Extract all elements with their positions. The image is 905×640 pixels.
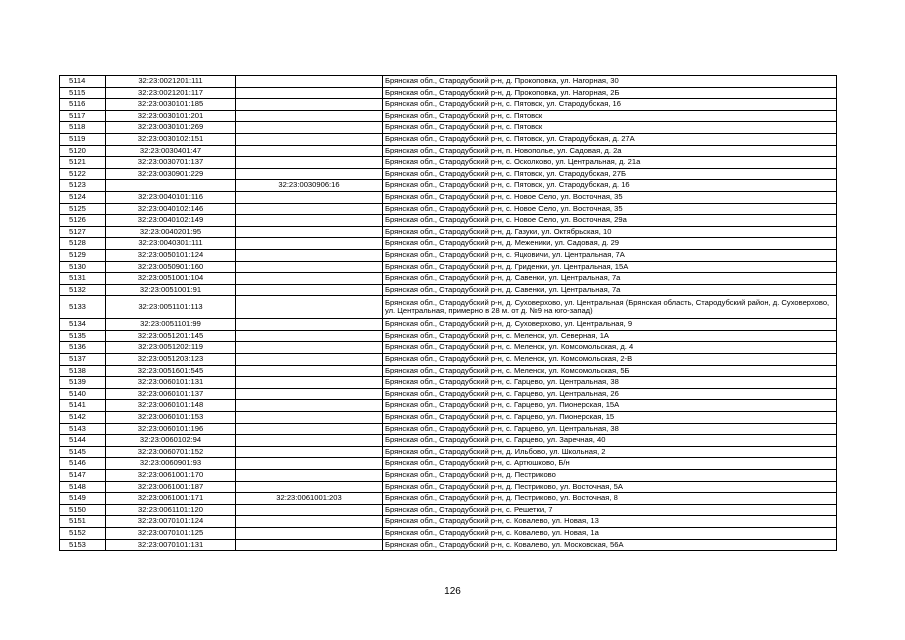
cadastral-number-cell: 32:23:0070101:125: [106, 527, 236, 539]
address-cell: Брянская обл., Стародубский р-н, п. Новополье, ул. Садовая, д. 2а: [383, 145, 837, 157]
row-number-cell: 5127: [60, 226, 106, 238]
row-number-cell: 5124: [60, 191, 106, 203]
linked-cadastral-number-cell: [236, 539, 383, 551]
row-number-cell: 5114: [60, 76, 106, 88]
cadastral-number-cell: 32:23:0030901:229: [106, 168, 236, 180]
linked-cadastral-number-cell: [236, 122, 383, 134]
address-cell: Брянская обл., Стародубский р-н, с. Гарцево, ул. Пионерская, 15А: [383, 400, 837, 412]
row-number-cell: 5134: [60, 319, 106, 331]
row-number-cell: 5147: [60, 470, 106, 482]
address-cell: Брянская обл., Стародубский р-н, с. Пятовск, ул. Стародубская, 16: [383, 99, 837, 111]
address-cell: Брянская обл., Стародубский р-н, с. Новое Село, ул. Восточная, 35: [383, 191, 837, 203]
address-cell: Брянская обл., Стародубский р-н, д. Савенки, ул. Центральная, 7а: [383, 284, 837, 296]
property-registry-table: [59, 75, 837, 551]
cadastral-number-cell: 32:23:0030401:47: [106, 145, 236, 157]
table-row: [60, 203, 837, 215]
address-cell: Брянская обл., Стародубский р-н, с. Ковалево, ул. Московская, 56А: [383, 539, 837, 551]
table-row: [60, 527, 837, 539]
address-cell: Брянская обл., Стародубский р-н, с. Гарцево, ул. Центральная, 26: [383, 388, 837, 400]
row-number-cell: 5137: [60, 354, 106, 366]
table-row: [60, 273, 837, 285]
registry-table-body: [60, 76, 837, 551]
row-number-cell: 5125: [60, 203, 106, 215]
linked-cadastral-number-cell: [236, 284, 383, 296]
cadastral-number-cell: 32:23:0061001:187: [106, 481, 236, 493]
linked-cadastral-number-cell: [236, 296, 383, 319]
linked-cadastral-number-cell: [236, 446, 383, 458]
linked-cadastral-number-cell: [236, 516, 383, 528]
table-row: [60, 365, 837, 377]
linked-cadastral-number-cell: [236, 99, 383, 111]
table-row: [60, 122, 837, 134]
row-number-cell: 5120: [60, 145, 106, 157]
row-number-cell: 5118: [60, 122, 106, 134]
linked-cadastral-number-cell: [236, 110, 383, 122]
linked-cadastral-number-cell: [236, 203, 383, 215]
cadastral-number-cell: 32:23:0060101:148: [106, 400, 236, 412]
linked-cadastral-number-cell: [236, 365, 383, 377]
cadastral-number-cell: 32:23:0051203:123: [106, 354, 236, 366]
cadastral-number-cell: 32:23:0051101:113: [106, 296, 236, 319]
cadastral-number-cell: 32:23:0051001:104: [106, 273, 236, 285]
cadastral-number-cell: 32:23:0040101:116: [106, 191, 236, 203]
linked-cadastral-number-cell: [236, 133, 383, 145]
linked-cadastral-number-cell: [236, 261, 383, 273]
address-cell: Брянская обл., Стародубский р-н, с. Пятовск, ул. Стародубская, д. 27А: [383, 133, 837, 145]
cadastral-number-cell: 32:23:0021201:111: [106, 76, 236, 88]
address-cell: Брянская обл., Стародубский р-н, с. Ковалево, ул. Новая, 13: [383, 516, 837, 528]
address-cell: Брянская обл., Стародубский р-н, с. Решетки, 7: [383, 504, 837, 516]
cadastral-number-cell: [106, 180, 236, 192]
table-row: [60, 400, 837, 412]
table-row: [60, 226, 837, 238]
linked-cadastral-number-cell: [236, 435, 383, 447]
cadastral-number-cell: 32:23:0060101:131: [106, 377, 236, 389]
linked-cadastral-number-cell: 32:23:0061001:203: [236, 493, 383, 505]
cadastral-number-cell: 32:23:0051001:91: [106, 284, 236, 296]
table-row: [60, 412, 837, 424]
table-row: [60, 493, 837, 505]
table-row: [60, 377, 837, 389]
row-number-cell: 5133: [60, 296, 106, 319]
linked-cadastral-number-cell: [236, 226, 383, 238]
row-number-cell: 5153: [60, 539, 106, 551]
row-number-cell: 5140: [60, 388, 106, 400]
cadastral-number-cell: 32:23:0060101:137: [106, 388, 236, 400]
cadastral-number-cell: 32:23:0070101:124: [106, 516, 236, 528]
cadastral-number-cell: 32:23:0060101:153: [106, 412, 236, 424]
table-row: [60, 481, 837, 493]
address-cell: Брянская обл., Стародубский р-н, д. Суховерхово, ул. Центральная (Брянская область, Стародубский район, д. Суховерхово, ул. Центральная, примерно в 28 м. от д. №9 на юго-запад): [383, 296, 837, 319]
address-cell: Брянская обл., Стародубский р-н, с. Меленск, ул. Северная, 1А: [383, 330, 837, 342]
row-number-cell: 5146: [60, 458, 106, 470]
table-row: [60, 157, 837, 169]
row-number-cell: 5149: [60, 493, 106, 505]
address-cell: Брянская обл., Стародубский р-н, с. Гарцево, ул. Центральная, 38: [383, 423, 837, 435]
linked-cadastral-number-cell: [236, 157, 383, 169]
cadastral-number-cell: 32:23:0030102:151: [106, 133, 236, 145]
address-cell: Брянская обл., Стародубский р-н, с. Пятовск: [383, 110, 837, 122]
row-number-cell: 5117: [60, 110, 106, 122]
row-number-cell: 5144: [60, 435, 106, 447]
table-row: [60, 330, 837, 342]
address-cell: Брянская обл., Стародубский р-н, с. Пятовск, ул. Стародубская, д. 16: [383, 180, 837, 192]
table-row: [60, 458, 837, 470]
table-row: [60, 110, 837, 122]
row-number-cell: 5121: [60, 157, 106, 169]
address-cell: Брянская обл., Стародубский р-н, д. Прокоповка, ул. Нагорная, 30: [383, 76, 837, 88]
linked-cadastral-number-cell: [236, 377, 383, 389]
address-cell: Брянская обл., Стародубский р-н, д. Прокоповка, ул. Нагорная, 2Б: [383, 87, 837, 99]
linked-cadastral-number-cell: [236, 191, 383, 203]
cadastral-number-cell: 32:23:0050901:160: [106, 261, 236, 273]
linked-cadastral-number-cell: [236, 470, 383, 482]
cadastral-number-cell: 32:23:0030101:185: [106, 99, 236, 111]
linked-cadastral-number-cell: [236, 273, 383, 285]
table-row: [60, 249, 837, 261]
address-cell: Брянская обл., Стародубский р-н, д. Пестриково: [383, 470, 837, 482]
linked-cadastral-number-cell: [236, 527, 383, 539]
table-row: [60, 87, 837, 99]
address-cell: Брянская обл., Стародубский р-н, с. Новое Село, ул. Восточная, 35: [383, 203, 837, 215]
linked-cadastral-number-cell: [236, 76, 383, 88]
table-row: [60, 76, 837, 88]
cadastral-number-cell: 32:23:0051101:99: [106, 319, 236, 331]
linked-cadastral-number-cell: [236, 330, 383, 342]
row-number-cell: 5135: [60, 330, 106, 342]
linked-cadastral-number-cell: [236, 87, 383, 99]
page-number: 126: [444, 586, 461, 597]
table-row: [60, 354, 837, 366]
linked-cadastral-number-cell: [236, 504, 383, 516]
address-cell: Брянская обл., Стародубский р-н, с. Пятовск, ул. Стародубская, 27Б: [383, 168, 837, 180]
address-cell: Брянская обл., Стародубский р-н, с. Ковалево, ул. Новая, 1а: [383, 527, 837, 539]
cadastral-number-cell: 32:23:0040102:149: [106, 215, 236, 227]
row-number-cell: 5150: [60, 504, 106, 516]
address-cell: Брянская обл., Стародубский р-н, д. Гриденки, ул. Центральная, 15А: [383, 261, 837, 273]
row-number-cell: 5126: [60, 215, 106, 227]
row-number-cell: 5129: [60, 249, 106, 261]
address-cell: Брянская обл., Стародубский р-н, с. Гарцево, ул. Заречная, 40: [383, 435, 837, 447]
table-row: [60, 168, 837, 180]
cadastral-number-cell: 32:23:0030701:137: [106, 157, 236, 169]
table-row: [60, 470, 837, 482]
table-row: [60, 446, 837, 458]
cadastral-number-cell: 32:23:0060102:94: [106, 435, 236, 447]
row-number-cell: 5138: [60, 365, 106, 377]
cadastral-number-cell: 32:23:0060101:196: [106, 423, 236, 435]
row-number-cell: 5119: [60, 133, 106, 145]
linked-cadastral-number-cell: 32:23:0030906:16: [236, 180, 383, 192]
row-number-cell: 5116: [60, 99, 106, 111]
row-number-cell: 5141: [60, 400, 106, 412]
row-number-cell: 5136: [60, 342, 106, 354]
table-row: [60, 145, 837, 157]
table-row: [60, 539, 837, 551]
table-row: [60, 238, 837, 250]
table-row: [60, 296, 837, 319]
address-cell: Брянская обл., Стародубский р-н, д. Суховерхово, ул. Центральная, 9: [383, 319, 837, 331]
cadastral-number-cell: 32:23:0070101:131: [106, 539, 236, 551]
row-number-cell: 5115: [60, 87, 106, 99]
address-cell: Брянская обл., Стародубский р-н, д. Ильбово, ул. Школьная, 2: [383, 446, 837, 458]
table-row: [60, 423, 837, 435]
linked-cadastral-number-cell: [236, 481, 383, 493]
table-row: [60, 284, 837, 296]
address-cell: Брянская обл., Стародубский р-н, с. Яцковичи, ул. Центральная, 7А: [383, 249, 837, 261]
address-cell: Брянская обл., Стародубский р-н, д. Меженики, ул. Садовая, д. 29: [383, 238, 837, 250]
table-row: [60, 191, 837, 203]
row-number-cell: 5142: [60, 412, 106, 424]
table-row: [60, 133, 837, 145]
cadastral-number-cell: 32:23:0061101:120: [106, 504, 236, 516]
row-number-cell: 5122: [60, 168, 106, 180]
address-cell: Брянская обл., Стародубский р-н, с. Гарцево, ул. Пионерская, 15: [383, 412, 837, 424]
address-cell: Брянская обл., Стародубский р-н, д. Пестриково, ул. Восточная, 5А: [383, 481, 837, 493]
linked-cadastral-number-cell: [236, 388, 383, 400]
address-cell: Брянская обл., Стародубский р-н, с. Осколково, ул. Центральная, д. 21а: [383, 157, 837, 169]
cadastral-number-cell: 32:23:0040301:111: [106, 238, 236, 250]
linked-cadastral-number-cell: [236, 319, 383, 331]
table-row: [60, 180, 837, 192]
cadastral-number-cell: 32:23:0060701:152: [106, 446, 236, 458]
address-cell: Брянская обл., Стародубский р-н, с. Пятовск: [383, 122, 837, 134]
linked-cadastral-number-cell: [236, 145, 383, 157]
address-cell: Брянская обл., Стародубский р-н, с. Меленск, ул. Комсомольская, д. 4: [383, 342, 837, 354]
table-row: [60, 342, 837, 354]
table-row: [60, 261, 837, 273]
linked-cadastral-number-cell: [236, 168, 383, 180]
linked-cadastral-number-cell: [236, 412, 383, 424]
row-number-cell: 5148: [60, 481, 106, 493]
address-cell: Брянская обл., Стародубский р-н, с. Гарцево, ул. Центральная, 38: [383, 377, 837, 389]
cadastral-number-cell: 32:23:0030101:201: [106, 110, 236, 122]
row-number-cell: 5139: [60, 377, 106, 389]
linked-cadastral-number-cell: [236, 423, 383, 435]
cadastral-number-cell: 32:23:0061001:170: [106, 470, 236, 482]
linked-cadastral-number-cell: [236, 342, 383, 354]
address-cell: Брянская обл., Стародубский р-н, с. Меленск, ул. Комсомольская, 5Б: [383, 365, 837, 377]
address-cell: Брянская обл., Стародубский р-н, д. Савенки, ул. Центральная, 7а: [383, 273, 837, 285]
cadastral-number-cell: 32:23:0061001:171: [106, 493, 236, 505]
table-row: [60, 435, 837, 447]
row-number-cell: 5151: [60, 516, 106, 528]
row-number-cell: 5152: [60, 527, 106, 539]
cadastral-number-cell: 32:23:0051202:119: [106, 342, 236, 354]
cadastral-number-cell: 32:23:0030101:269: [106, 122, 236, 134]
linked-cadastral-number-cell: [236, 458, 383, 470]
cadastral-number-cell: 32:23:0060901:93: [106, 458, 236, 470]
row-number-cell: 5128: [60, 238, 106, 250]
address-cell: Брянская обл., Стародубский р-н, с. Меленск, ул. Комсомольская, 2-В: [383, 354, 837, 366]
table-row: [60, 504, 837, 516]
table-row: [60, 388, 837, 400]
cadastral-number-cell: 32:23:0040201:95: [106, 226, 236, 238]
table-row: [60, 319, 837, 331]
cadastral-number-cell: 32:23:0051201:145: [106, 330, 236, 342]
cadastral-number-cell: 32:23:0050101:124: [106, 249, 236, 261]
cadastral-number-cell: 32:23:0021201:117: [106, 87, 236, 99]
linked-cadastral-number-cell: [236, 249, 383, 261]
address-cell: Брянская обл., Стародубский р-н, с. Новое Село, ул. Восточная, 29а: [383, 215, 837, 227]
row-number-cell: 5145: [60, 446, 106, 458]
linked-cadastral-number-cell: [236, 354, 383, 366]
linked-cadastral-number-cell: [236, 400, 383, 412]
row-number-cell: 5123: [60, 180, 106, 192]
address-cell: Брянская обл., Стародубский р-н, с. Артюшково, Б/н: [383, 458, 837, 470]
cadastral-number-cell: 32:23:0040102:146: [106, 203, 236, 215]
row-number-cell: 5132: [60, 284, 106, 296]
linked-cadastral-number-cell: [236, 215, 383, 227]
row-number-cell: 5131: [60, 273, 106, 285]
table-row: [60, 99, 837, 111]
address-cell: Брянская обл., Стародубский р-н, д. Газуки, ул. Октябрьская, 10: [383, 226, 837, 238]
cadastral-number-cell: 32:23:0051601:545: [106, 365, 236, 377]
table-row: [60, 215, 837, 227]
table-row: [60, 516, 837, 528]
row-number-cell: 5143: [60, 423, 106, 435]
row-number-cell: 5130: [60, 261, 106, 273]
address-cell: Брянская обл., Стародубский р-н, д. Пестриково, ул. Восточная, 8: [383, 493, 837, 505]
linked-cadastral-number-cell: [236, 238, 383, 250]
